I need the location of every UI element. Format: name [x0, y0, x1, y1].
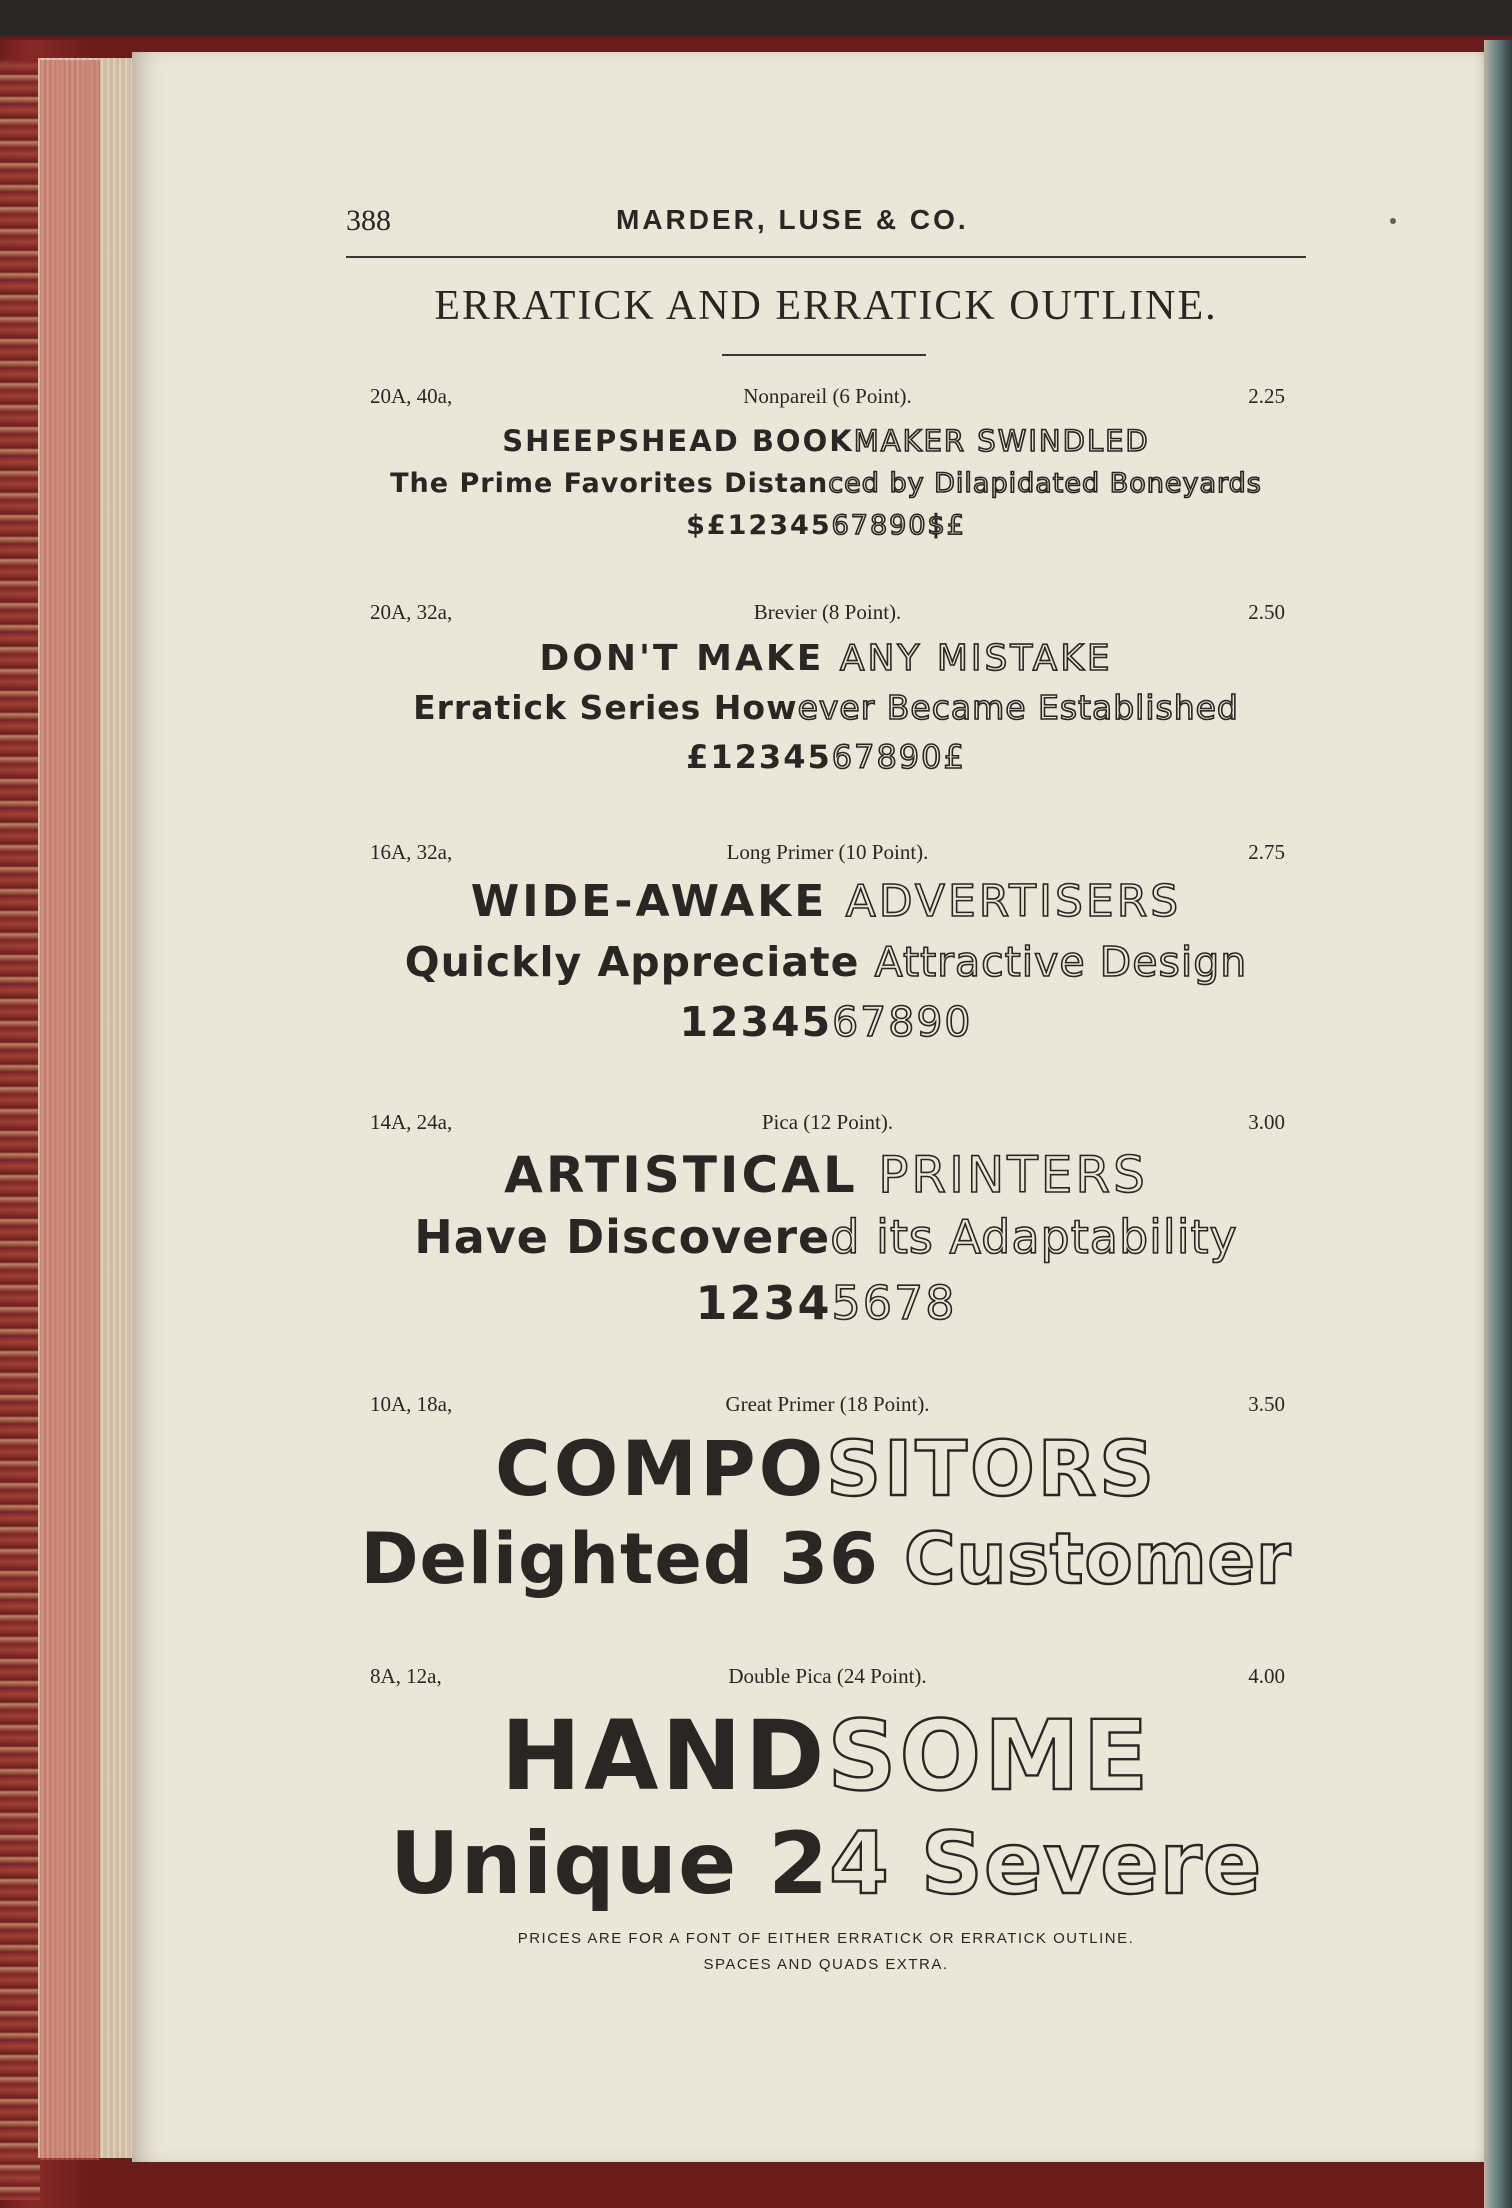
outline-text: 67890 [832, 998, 973, 1046]
specimen-line [346, 688, 1306, 727]
font-quantity: 14A, 24a, [370, 1110, 453, 1134]
outline-text: SITORS [826, 1424, 1158, 1513]
font-price: 2.75 [1248, 840, 1285, 864]
outline-text: 4 Severe [829, 1814, 1263, 1914]
font-quantity: 16A, 32a, [370, 840, 453, 864]
outline-text: ever Became Established [797, 688, 1239, 727]
font-price: 3.50 [1248, 1392, 1285, 1416]
specimen-line [346, 998, 1306, 1046]
specimen-spec-pica [370, 1110, 1285, 1142]
outline-text: d its Adaptability [830, 1210, 1238, 1264]
font-size-label: Brevier (8 Point). [753, 600, 902, 624]
solid-text: Delighted 36 [360, 1518, 879, 1600]
outline-text: SOME [827, 1700, 1152, 1812]
page-speck [1390, 218, 1396, 224]
font-size-label: Long Primer (10 Point). [726, 840, 929, 864]
solid-text: The Prime Favorites Distan [390, 468, 829, 499]
page-title: ERRATICK AND ERRATICK OUTLINE. [434, 283, 1218, 329]
font-quantity: 20A, 40a, [370, 384, 453, 408]
solid-text: Have Discovere [414, 1210, 831, 1264]
solid-text: Quickly Appreciate [404, 938, 860, 986]
outline-text: MAKER SWINDLED [853, 424, 1150, 458]
specimen-line [346, 876, 1306, 927]
solid-text: SHEEPSHEAD BOOK [502, 424, 854, 458]
specimen-spec-brevier [370, 600, 1285, 632]
outline-text: PRINTERS [878, 1146, 1148, 1204]
outline-text: ADVERTISERS [845, 876, 1182, 927]
specimen-line [346, 1210, 1306, 1264]
font-price: 2.25 [1248, 384, 1285, 408]
specimen-line [346, 738, 1306, 776]
price-note: PRICES ARE FOR A FONT OF EITHER ERRATICK OR ERRATICK OUTLINE. [517, 1930, 1135, 1947]
specimen-line [346, 510, 1306, 541]
font-size-label: Nonpareil (6 Point). [743, 384, 912, 408]
font-quantity: 20A, 32a, [370, 600, 453, 624]
solid-text: WIDE-AWAKE [470, 876, 828, 927]
book-right-edge [1484, 40, 1512, 2208]
outline-text: 67890£ [831, 738, 966, 776]
solid-text: HAND [500, 1700, 828, 1812]
solid-text: $£12345 [686, 510, 832, 541]
solid-text: £12345 [686, 738, 832, 776]
running-head [346, 200, 1306, 258]
solid-text: Unique 2 [389, 1814, 830, 1914]
outline-text: ced by Dilapidated Boneyards [828, 468, 1262, 499]
solid-text: 12345 [679, 998, 833, 1046]
specimen-line [346, 424, 1306, 458]
outline-text: ANY MISTAKE [839, 638, 1113, 679]
font-price: 4.00 [1248, 1664, 1285, 1688]
font-size-label: Pica (12 Point). [761, 1110, 894, 1134]
specimen-line [346, 938, 1306, 986]
specimen-spec-nonpareil [370, 384, 1285, 416]
title-rule [722, 354, 926, 356]
solid-text: Erratick Series How [413, 688, 798, 727]
outline-text: Attractive Design [874, 938, 1248, 986]
font-price: 2.50 [1248, 600, 1285, 624]
book-spine-wear [0, 60, 40, 2200]
specimen-line [346, 1424, 1306, 1513]
font-size-label: Great Primer (18 Point). [725, 1392, 930, 1416]
specimen-spec-double-pica [370, 1664, 1285, 1696]
solid-text: 1234 [695, 1276, 832, 1330]
specimen-line [346, 1700, 1306, 1812]
specimen-line [346, 1814, 1306, 1914]
solid-text: ARTISTICAL [504, 1146, 858, 1204]
specimen-line [346, 638, 1306, 679]
page-stack-red-edges [40, 60, 100, 2160]
running-title: MARDER, LUSE & CO. [616, 204, 969, 235]
solid-text: COMPO [494, 1424, 827, 1513]
specimen-line [346, 468, 1306, 499]
font-quantity: 8A, 12a, [370, 1664, 442, 1688]
font-quantity: 10A, 18a, [370, 1392, 453, 1416]
outline-text: 67890$£ [831, 510, 966, 541]
solid-text: DON'T MAKE [539, 638, 825, 679]
font-size-label: Double Pica (24 Point). [728, 1664, 927, 1688]
extras-note: SPACES AND QUADS EXTRA. [703, 1956, 949, 1973]
font-price: 3.00 [1248, 1110, 1285, 1134]
specimen-line [346, 1518, 1306, 1600]
specimen-spec-great-primer [370, 1392, 1285, 1424]
specimen-spec-long-primer [370, 840, 1285, 872]
outline-text: Customer [904, 1518, 1292, 1600]
specimen-line [346, 1146, 1306, 1204]
page-number: 388 [346, 204, 391, 237]
specimen-line [346, 1276, 1306, 1330]
outline-text: 5678 [831, 1276, 957, 1330]
